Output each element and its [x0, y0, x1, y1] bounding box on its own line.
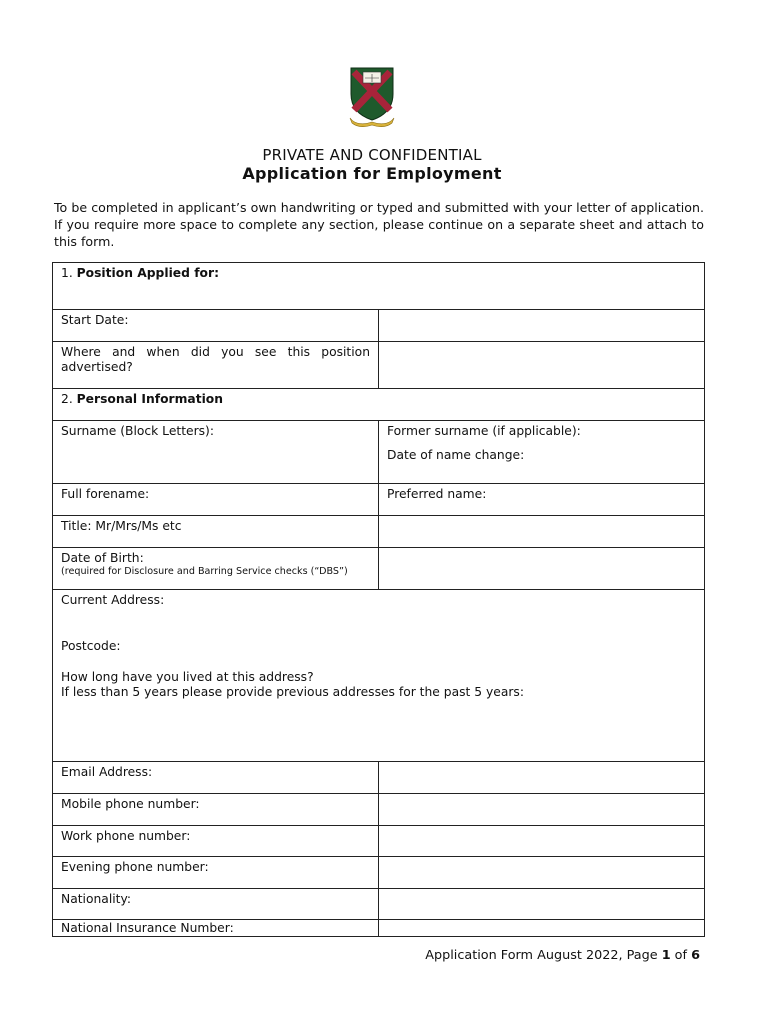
title-field[interactable]	[379, 516, 705, 548]
school-crest-logo	[348, 66, 396, 128]
name-change-label: Date of name change:	[387, 448, 525, 462]
page-number: 1	[661, 948, 671, 963]
title-label: Title: Mr/Mrs/Ms etc	[53, 516, 379, 548]
nationality-label: Nationality:	[53, 889, 379, 920]
table-row	[53, 857, 705, 889]
current-address-label: Current Address:	[61, 593, 165, 607]
former-surname-label: Former surname (if applicable):	[387, 424, 581, 438]
table-row	[53, 548, 705, 590]
table-row	[53, 590, 705, 762]
advertised-label: Where and when did you see this position advertised?	[53, 342, 379, 389]
ni-field[interactable]	[379, 920, 705, 937]
table-row	[53, 342, 705, 389]
table-row	[53, 794, 705, 826]
email-field[interactable]	[379, 762, 705, 794]
evening-phone-field[interactable]	[379, 857, 705, 889]
section-number: 2.	[61, 392, 73, 406]
postcode-label: Postcode:	[61, 639, 121, 653]
table-row	[53, 421, 705, 484]
personal-info-label: Personal Information	[76, 392, 223, 406]
mobile-field[interactable]	[379, 794, 705, 826]
email-label: Email Address:	[53, 762, 379, 794]
position-applied-label: Position Applied for:	[76, 266, 219, 280]
start-date-label: Start Date:	[53, 310, 379, 342]
forename-label: Full forename:	[61, 487, 150, 501]
table-row	[53, 826, 705, 857]
work-phone-field[interactable]	[379, 826, 705, 857]
page-footer: Application Form August 2022, Page 1 of 6	[425, 948, 700, 963]
table-row	[53, 920, 705, 937]
table-row	[53, 263, 705, 310]
forename-field[interactable]	[53, 484, 379, 516]
dob-note: (required for Disclosure and Barring Service checks (“DBS”)	[61, 566, 348, 577]
ni-label: National Insurance Number:	[53, 920, 379, 937]
table-row	[53, 484, 705, 516]
preferred-name-field[interactable]	[379, 484, 705, 516]
intro-paragraph: To be completed in applicant’s own handwriting or typed and submitted with your letter of application. If you require more space to complete any section, please continue on a separate sheet and attach to this form.	[54, 200, 704, 249]
former-surname-field[interactable]	[379, 421, 705, 484]
evening-phone-label: Evening phone number:	[53, 857, 379, 889]
address-field[interactable]	[53, 590, 705, 762]
start-date-field[interactable]	[379, 310, 705, 342]
nationality-field[interactable]	[379, 889, 705, 920]
advertised-field[interactable]	[379, 342, 705, 389]
dob-label: Date of Birth:	[61, 551, 144, 565]
how-long-label: How long have you lived at this address?	[61, 670, 314, 684]
section-number: 1.	[61, 266, 73, 280]
dob-label-cell	[53, 548, 379, 590]
preferred-name-label: Preferred name:	[387, 487, 487, 501]
table-row	[53, 762, 705, 794]
personal-info-header	[53, 389, 705, 421]
confidential-heading: PRIVATE AND CONFIDENTIAL	[262, 146, 482, 164]
page-title: Application for Employment	[242, 164, 502, 183]
table-row	[53, 889, 705, 920]
position-applied-cell[interactable]	[53, 263, 705, 310]
mobile-label: Mobile phone number:	[53, 794, 379, 826]
page-total: 6	[691, 948, 700, 963]
application-form-table	[52, 262, 705, 937]
table-row	[53, 389, 705, 421]
dob-field[interactable]	[379, 548, 705, 590]
table-row	[53, 516, 705, 548]
work-phone-label: Work phone number:	[53, 826, 379, 857]
surname-label: Surname (Block Letters):	[61, 424, 214, 438]
table-row	[53, 310, 705, 342]
previous-addresses-label: If less than 5 years please provide previous addresses for the past 5 years:	[61, 685, 524, 699]
surname-field[interactable]	[53, 421, 379, 484]
